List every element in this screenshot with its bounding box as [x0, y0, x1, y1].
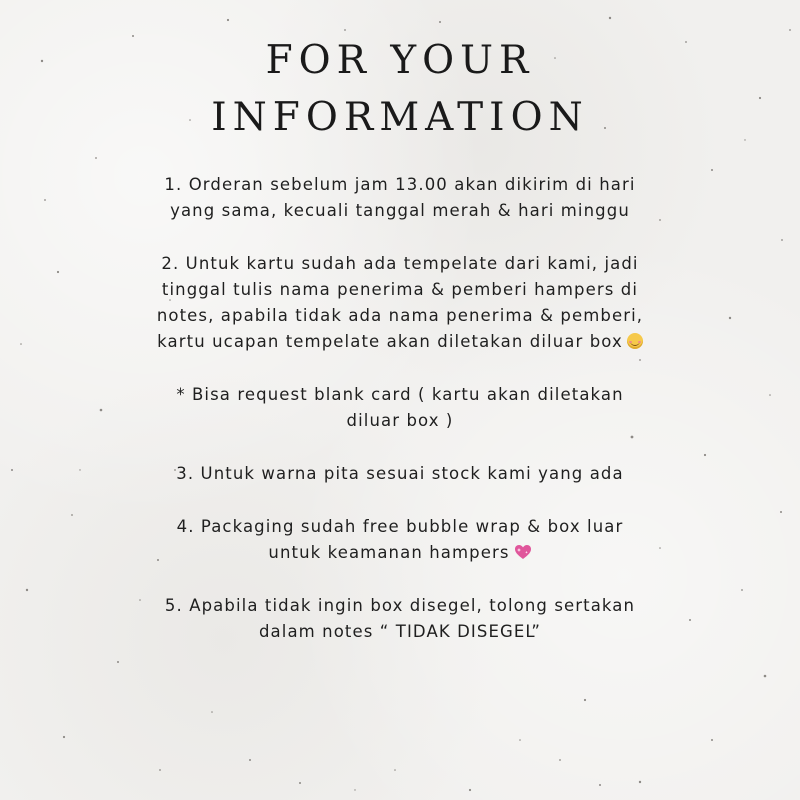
info-item-3 [150, 461, 650, 487]
info-item-4 [150, 514, 650, 566]
info-item-4-text: 4. Packaging sudah free bubble wrap & box luar untuk keamanan hampers [176, 517, 624, 562]
info-item-note [150, 382, 650, 434]
info-item-2-text: 2. Untuk kartu sudah ada tempelate dari kami, jadi tinggal tulis nama penerima & pemberi hampers di notes, apabila tidak ada nama penerima & pemberi, kartu ucapan tempelate akan diletakan diluar box [156, 254, 644, 351]
info-item-3-text: 3. Untuk warna pita sesuai stock kami yang ada [176, 464, 624, 483]
smiling-face-icon [627, 333, 643, 349]
page-title-line-2: INFORMATION [211, 95, 589, 140]
info-item-2 [150, 251, 650, 355]
info-item-5-text: 5. Apabila tidak ingin box disegel, tolong sertakan dalam notes “ TIDAK DISEGEL” [164, 596, 636, 641]
page-title-line-1: FOR YOUR [265, 38, 535, 83]
info-item-5 [150, 593, 650, 645]
sparkling-heart-icon [514, 544, 532, 560]
info-list [150, 172, 650, 672]
info-item-note-text: * Bisa request blank card ( kartu akan diletakan diluar box ) [176, 385, 624, 430]
info-item-1-text: 1. Orderan sebelum jam 13.00 akan dikirim di hari yang sama, kecuali tanggal merah & hari minggu [164, 175, 636, 220]
info-item-1 [150, 172, 650, 224]
